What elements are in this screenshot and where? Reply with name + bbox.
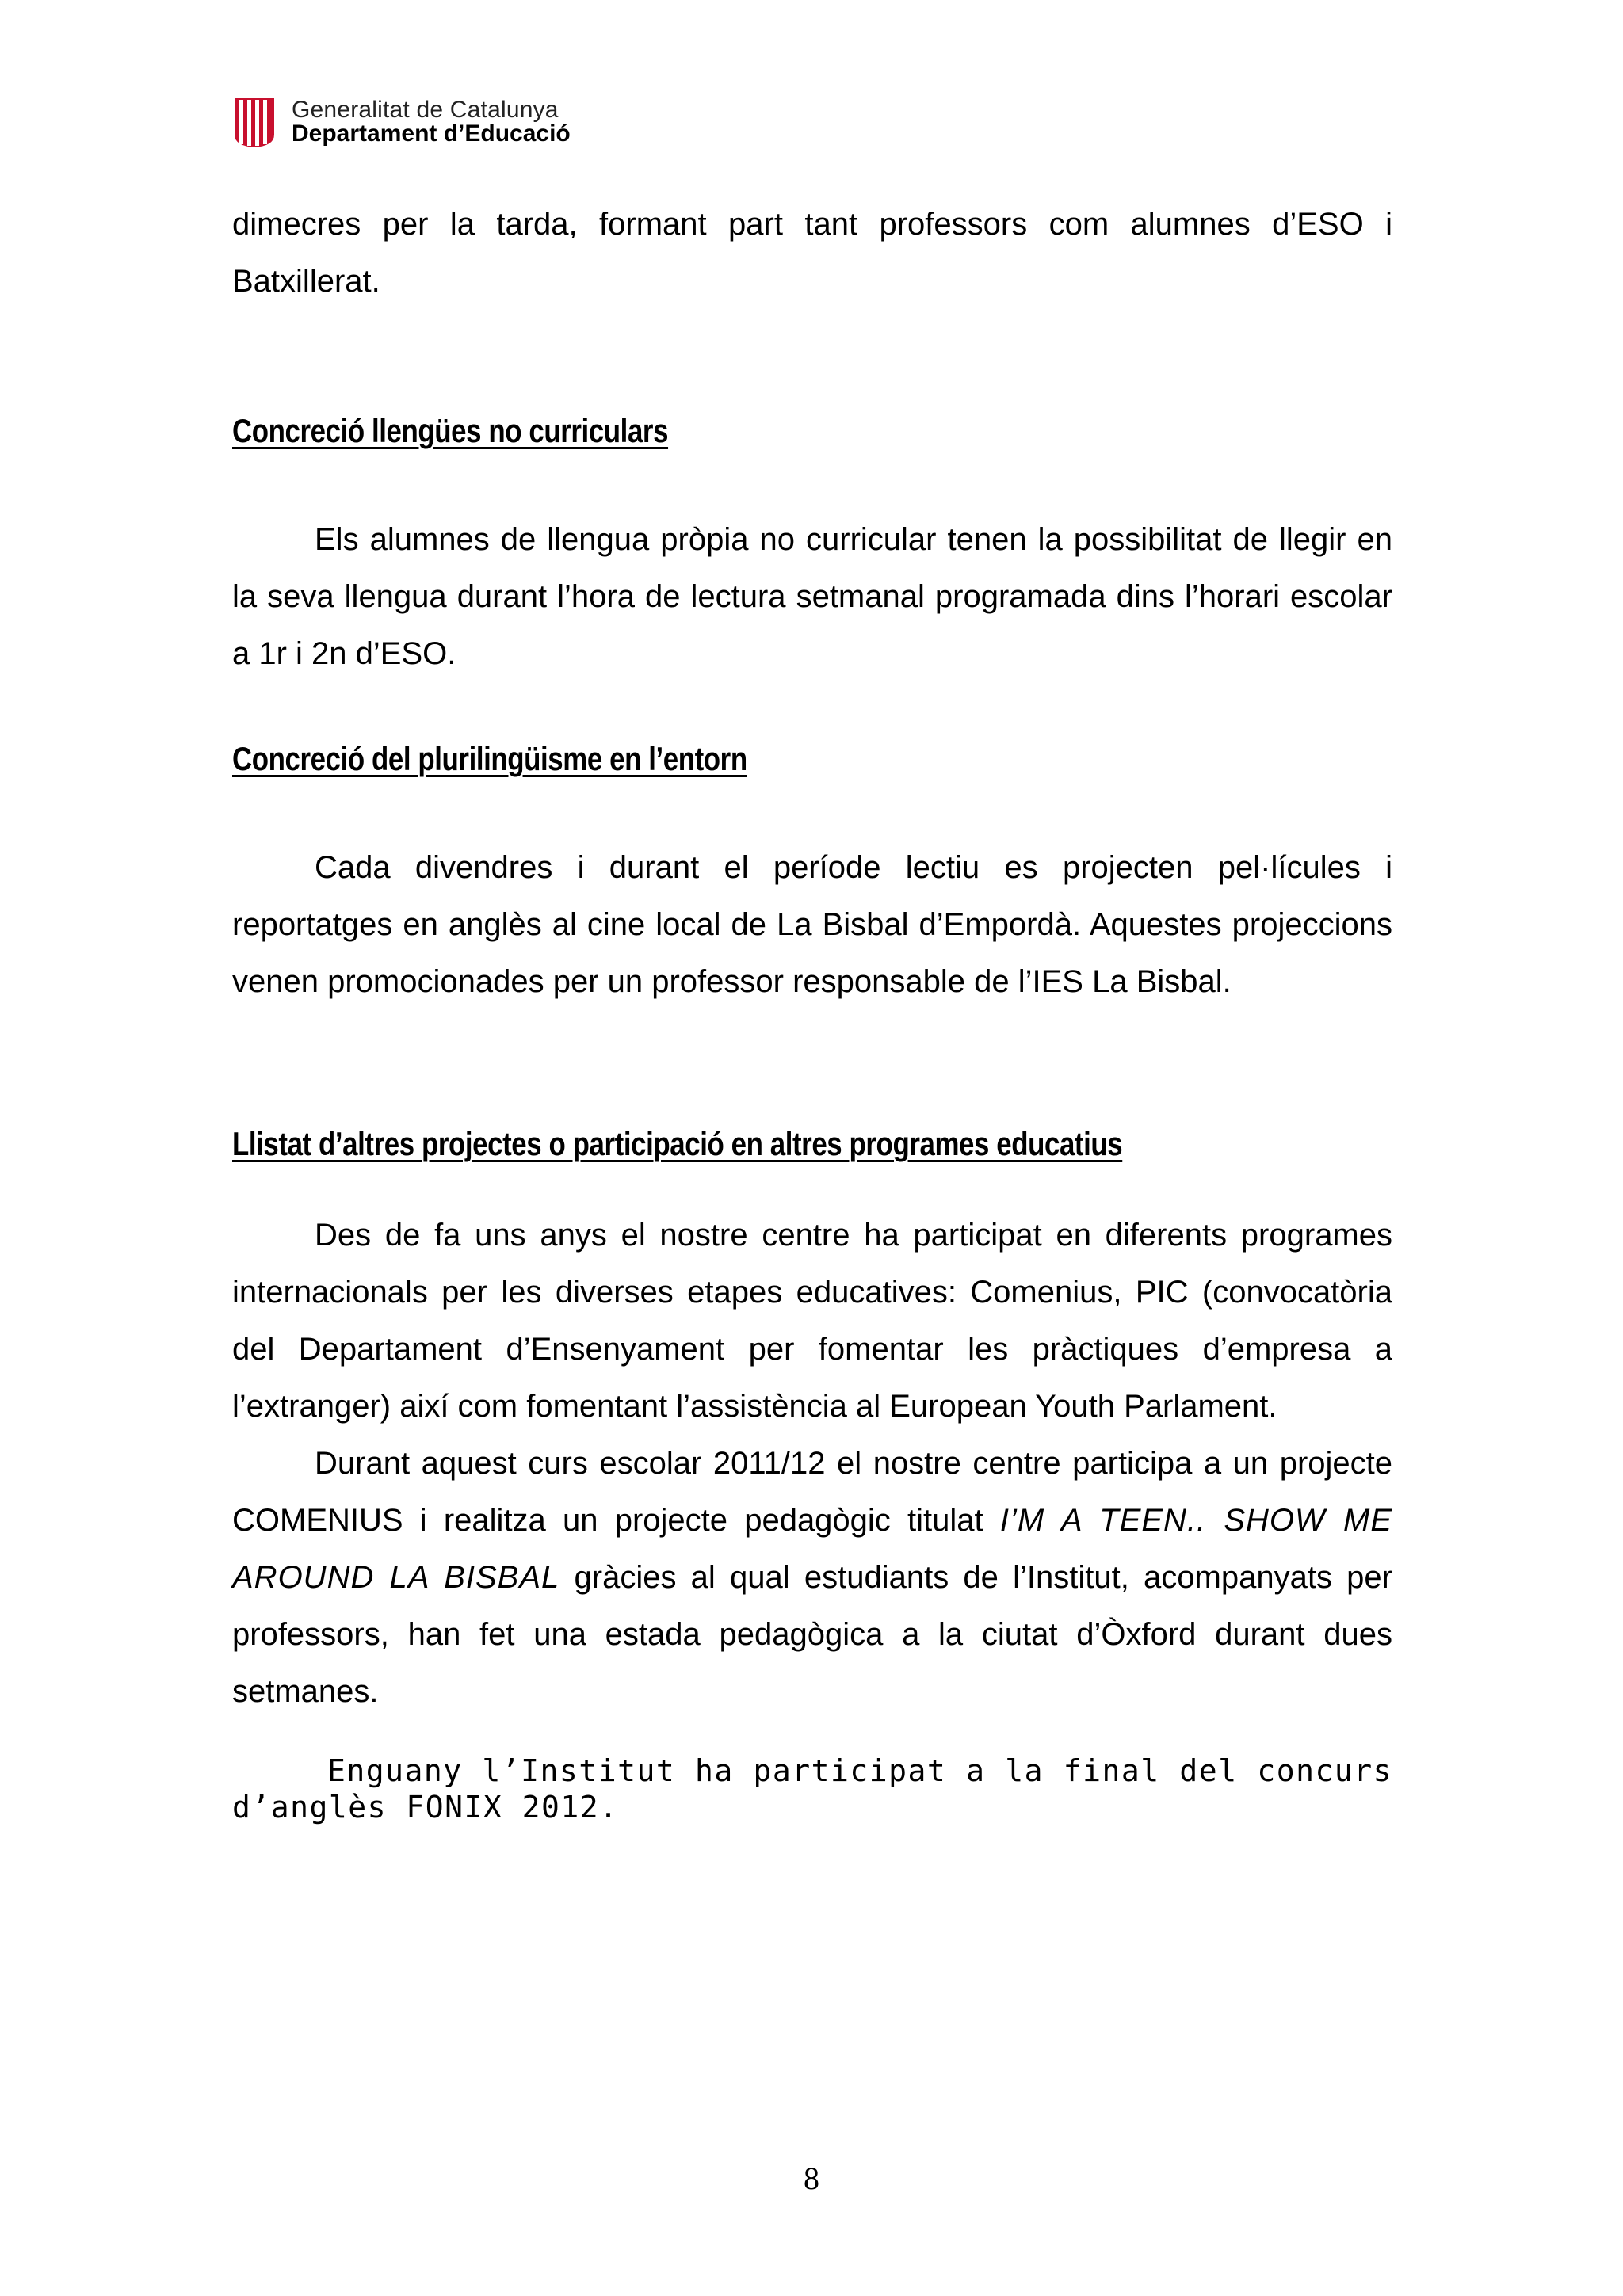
section-heading-2 (232, 737, 1392, 781)
body-paragraph (232, 1435, 1392, 1720)
letterhead-text (292, 98, 571, 146)
section-3-body (232, 1207, 1392, 1720)
generalitat-logo-icon (231, 95, 277, 149)
body-paragraph: Enguany l’Institut ha participat a la final del concurs d’anglès FONIX 2012. (232, 1753, 1392, 1825)
body-paragraph: dimecres per la tarda, formant part tant professors com alumnes d’ESO i Batxillerat. (232, 207, 1392, 299)
paragraph-continuation (232, 196, 1392, 310)
org-name: Generalitat de Catalunya (292, 97, 559, 123)
section-heading: Llistat d’altres projectes o participació en altres programes educatius (232, 1125, 1123, 1162)
letterhead (231, 93, 571, 151)
body-paragraph: Des de fa uns anys el nostre centre ha participat en diferents programes internacionals per les diverses etapes educatives: Comenius, PIC (convocatòria del Departament d’Ensenyament per fomentar les pràctiques d’empresa a l’extranger) així com fomentant l’assistència al European Youth Parlament. (232, 1218, 1392, 1424)
page-number: 8 (804, 2161, 819, 2196)
section-heading: Concreció del plurilingüisme en l’entorn (232, 740, 747, 777)
paragraph-text: Durant aquest curs escolar 2011/12 el nostre centre participa a un projecte COMENIUS i realitza un projecte pedagògic titulat (232, 1446, 1392, 1538)
closing-paragraph (232, 1753, 1392, 1825)
section-heading: Concreció llengües no curriculars (232, 412, 669, 449)
section-heading-1 (232, 409, 1392, 453)
section-heading-3 (232, 1122, 1392, 1166)
body-paragraph: Cada divendres i durant el període lectiu es projecten pel·lícules i reportatges en anglès al cine local de La Bisbal d’Empordà. Aquestes projeccions venen promocionades per un professor responsable de l’IES La Bisbal. (232, 850, 1392, 999)
department-name: Departament d’Educació (292, 120, 571, 147)
project-title: I’M A TEEN.. SHOW ME AROUND LA BISBAL (232, 1503, 1393, 1595)
section-1-body (232, 511, 1392, 682)
paragraph-text: gràcies al qual estudiants de l’Institut, acompanyats per professors, han fet una estada pedagògica a la ciutat d’Òxford durant dues setmanes. (232, 1560, 1392, 1709)
body-paragraph: Els alumnes de llengua pròpia no curricular tenen la possibilitat de llegir en la seva llengua durant l’hora de lectura setmanal programada dins l’horari escolar a 1r i 2n d’ESO. (232, 522, 1392, 671)
section-2-body (232, 839, 1392, 1010)
